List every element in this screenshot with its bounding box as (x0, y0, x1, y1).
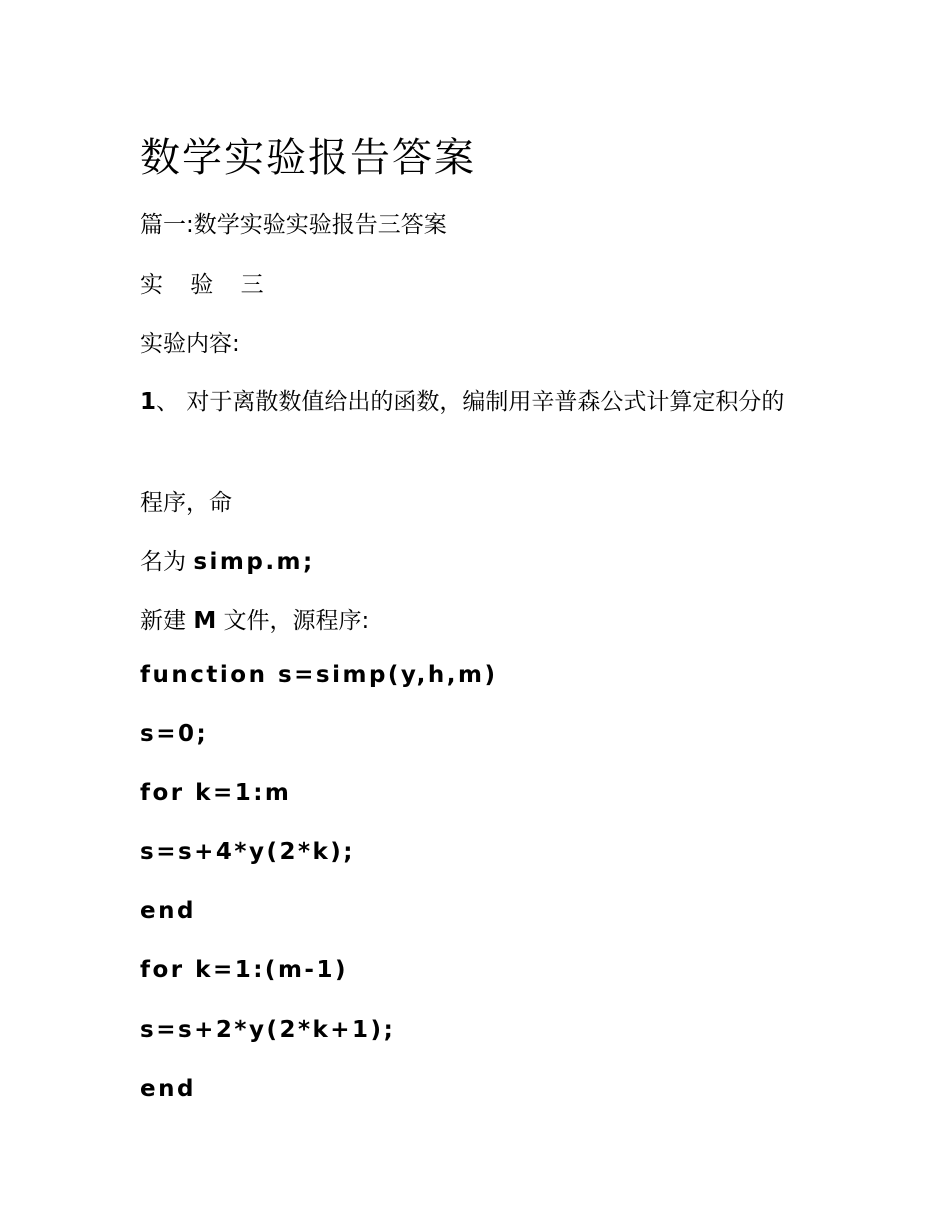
new-file-prefix: 新建 (140, 608, 194, 634)
code-line: end (140, 898, 196, 924)
item-1-text: 、 对于离散数值给出的函数，编制用辛普森公式计算定积分的 (156, 389, 785, 415)
program-line: 程序，命 (140, 490, 232, 516)
code-line: for k=1:m (140, 780, 292, 806)
new-file-m: M (193, 608, 217, 634)
code-line: function s=simp(y,h,m) (140, 662, 498, 688)
new-file-suffix: 文件，源程序: (216, 608, 370, 634)
document-title: 数学实验报告答案 (140, 135, 476, 181)
new-file-line (140, 602, 369, 635)
code-line: for k=1:(m-1) (140, 957, 348, 983)
name-prefix: 名为 (140, 549, 194, 575)
code-line: s=s+4*y(2*k); (140, 839, 355, 865)
file-name: simp.m; (193, 549, 315, 575)
subtitle: 篇一:数学实验实验报告三答案 (140, 212, 447, 238)
code-line: s=s+2*y(2*k+1); (140, 1017, 396, 1043)
item-1-number: 1 (140, 389, 157, 415)
code-line: s=0; (140, 721, 209, 747)
name-line (140, 543, 315, 576)
code-line: end (140, 1076, 196, 1102)
experiment-heading: 实 验 三 (140, 272, 274, 298)
item-1 (140, 382, 800, 422)
content-heading: 实验内容: (140, 331, 240, 357)
